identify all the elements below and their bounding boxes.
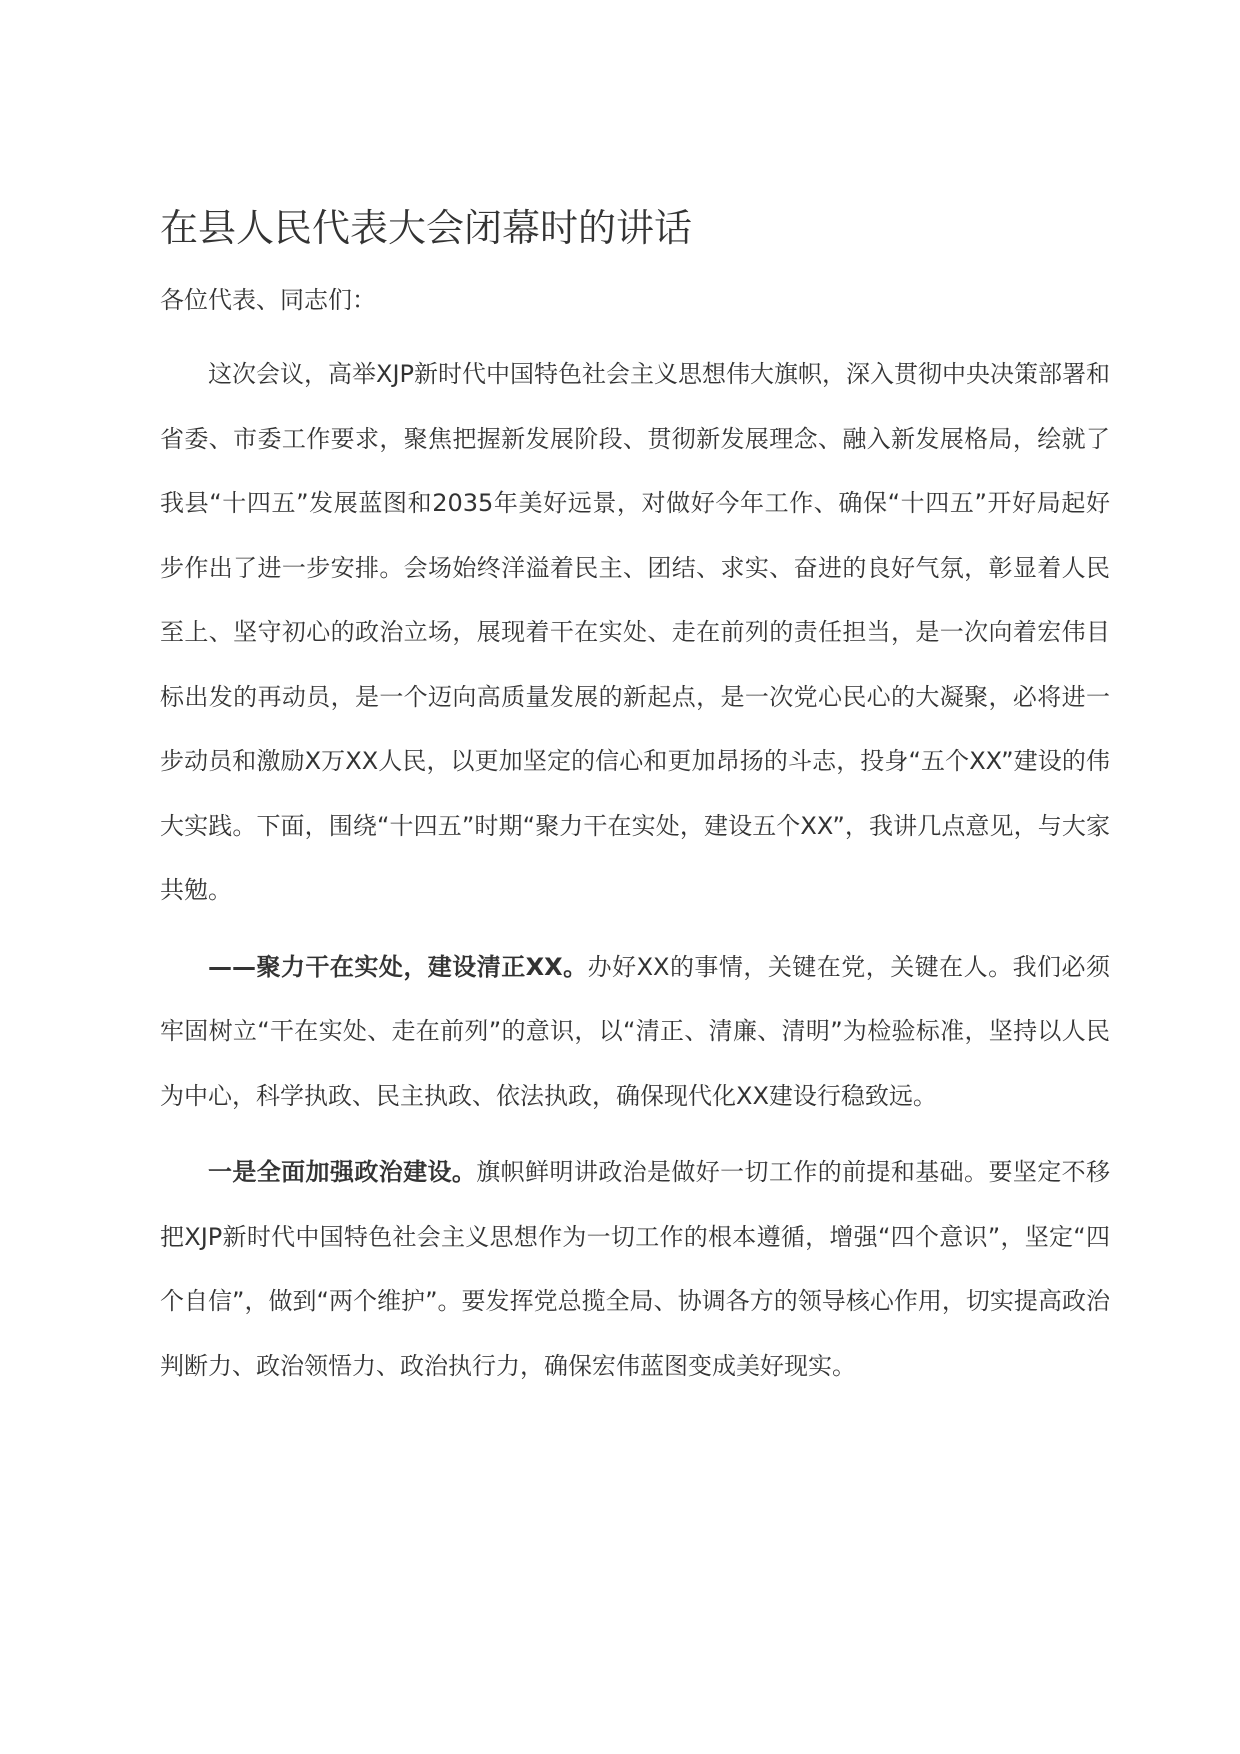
paragraph-section-qingzheng [160, 935, 1110, 1129]
document-title: 在县人民代表大会闭幕时的讲话 [160, 206, 693, 250]
paragraph-opening [160, 342, 1110, 923]
document-page [160, 198, 1110, 1410]
paragraph-text: 这次会议，高举XJP新时代中国特色社会主义思想伟大旗帜，深入贯彻中央决策部署和省委、市委工作要求，聚焦把握新发展阶段、贯彻新发展理念、融入新发展格局，绘就了我县“十四五”发展蓝图和2035年美好远景，对做好今年工作、确保“十四五”开好局起好步作出了进一步安排。会场始终洋溢着民主、团结、求实、奋进的良好气氛，彰显着人民至上、坚守初心的政治立场，展现着干在实处、走在前列的责任担当，是一次向着宏伟目标出发的再动员，是一个迈向高质量发展的新起点，是一次党心民心的大凝聚，必将进一步动员和激励X万XX人民，以更加坚定的信心和更加昂扬的斗志，投身“五个XX”建设的伟大实践。下面，围绕“十四五”时期“聚力干在实处，建设五个XX”，我讲几点意见，与大家共勉。 [160, 360, 1110, 904]
paragraph-text: 旗帜鲜明讲政治是做好一切工作的前提和基础。要坚定不移把XJP新时代中国特色社会主义思想作为一切工作的根本遵循，增强“四个意识”，坚定“四个自信”，做到“两个维护”。要发挥党总揽全局、协调各方的领导核心作用，切实提高政治判断力、政治领悟力、政治执行力，确保宏伟蓝图变成美好现实。 [160, 1158, 1111, 1380]
paragraph-text: 办好XX的事情，关键在党，关键在人。我们必须牢固树立“干在实处、走在前列”的意识，以“清正、清廉、清明”为检验标准，坚持以人民为中心，科学执政、民主执政、依法执政，确保现代化XX建设行稳致远。 [160, 952, 1110, 1110]
paragraph-lead: ——聚力干在实处，建设清正XX。 [208, 952, 588, 981]
salutation: 各位代表、同志们： [160, 286, 376, 314]
paragraph-political-construction [160, 1140, 1110, 1398]
paragraph-lead: 一是全面加强政治建设。 [208, 1158, 477, 1186]
